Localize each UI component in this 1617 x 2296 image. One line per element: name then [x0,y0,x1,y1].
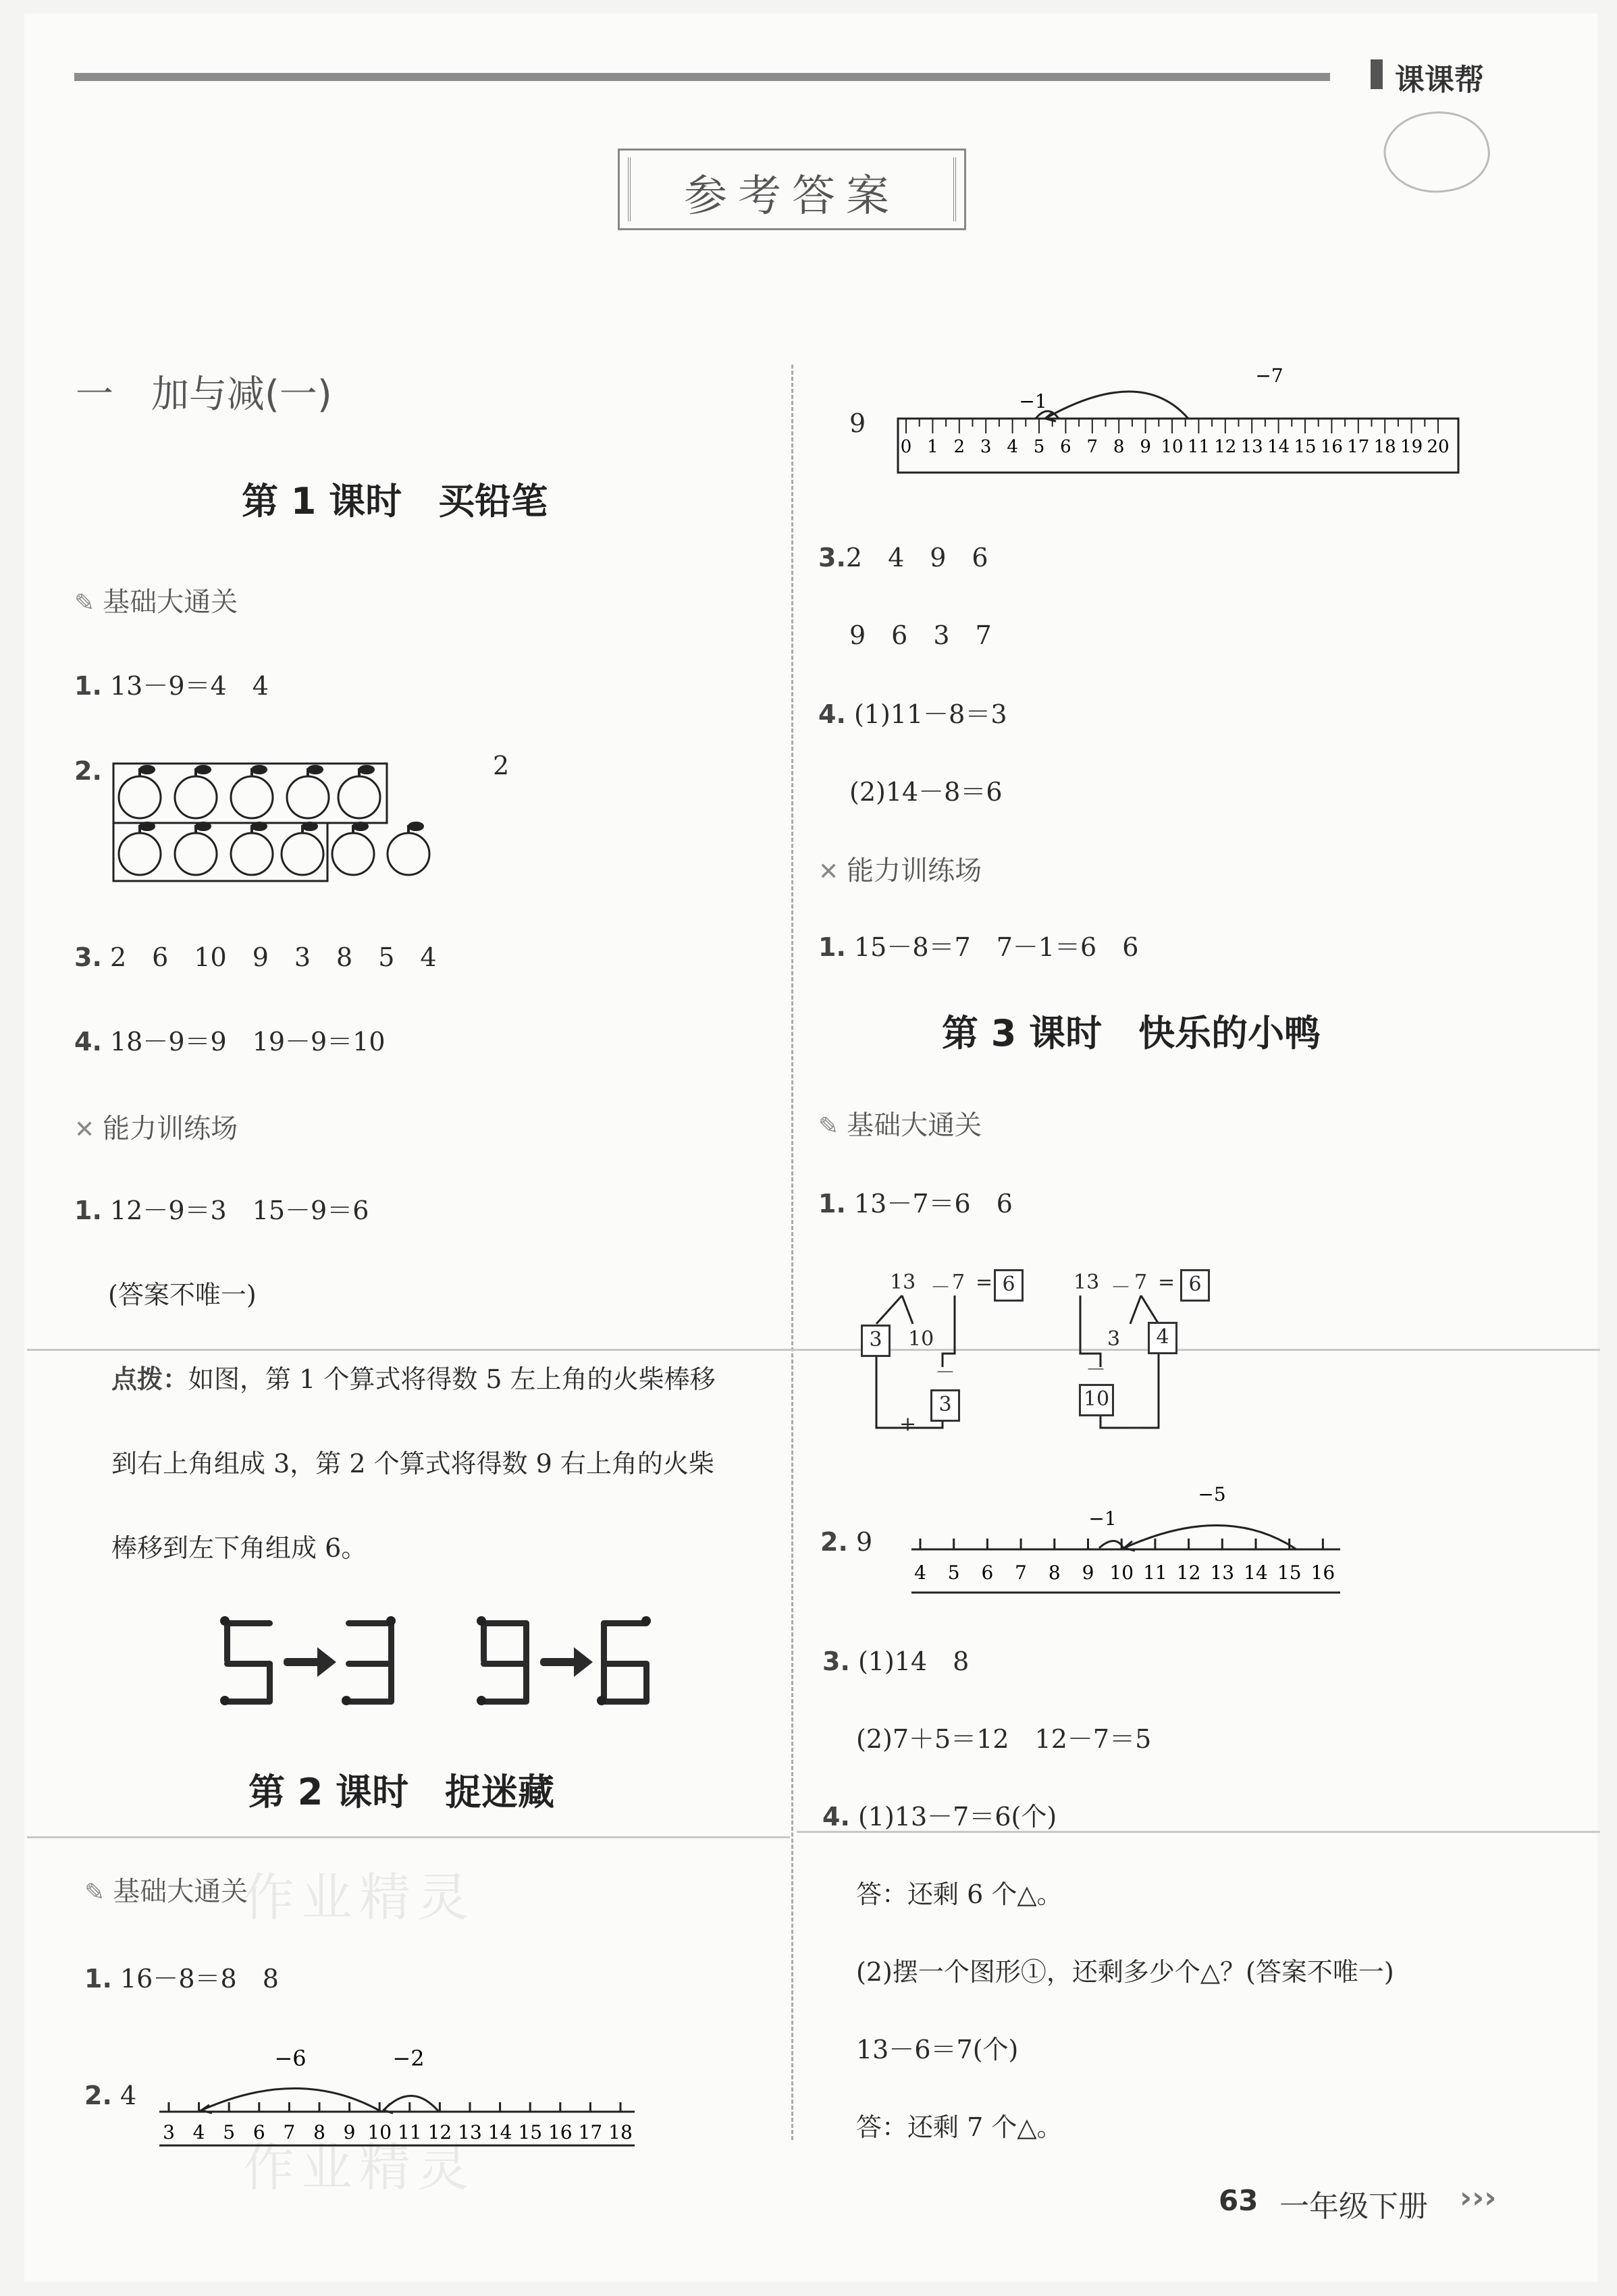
unit-title: 一 加与减(一) [76,373,332,417]
number-line-tick-label: 8 [313,2121,325,2143]
number-line-tick-label: 15 [518,2121,543,2143]
number-line-tick-label: 6 [253,2121,265,2143]
answer-line: 13－6＝7(个) [856,2035,1019,2064]
number-line-tick-label: 9 [343,2121,356,2143]
ruler-tick-label: 0 [900,437,912,457]
hop-label: −7 [1255,365,1283,387]
column-divider [791,365,793,2140]
ruler-tick-label: 13 [1240,437,1263,457]
answer-line: 4. 18－9＝9 19－9＝10 [74,1027,386,1057]
answer-line: 答：还剩 6 个△。 [856,1879,1063,1909]
grade-label: 一年级下册 [1279,2189,1428,2224]
ruler-tick-label: 17 [1347,437,1370,457]
hop-label: −1 [1019,390,1047,412]
ruler-tick-label: 6 [1060,437,1071,457]
hop-arc [383,2095,439,2112]
fold-line [27,1836,790,1838]
number-line-tick-label: 4 [192,2121,205,2143]
number-line-tick-label: 7 [1015,1561,1028,1584]
lesson-1-title: 第 1 课时 买铅笔 [242,480,548,523]
lesson-2-title: 第 2 课时 捉迷藏 [248,1771,555,1813]
next-arrows-icon: ››› [1460,2181,1497,2215]
answer-line: (2)7＋5＝12 12－7＝5 [856,1724,1152,1754]
number-line-tick-label: 8 [1048,1561,1061,1584]
result-box: 6 [994,1269,1024,1302]
number-line-tick-label: 14 [487,2121,512,2143]
brand-name: 课课帮 [1395,63,1484,97]
ruler-tick-label: 5 [1033,437,1045,457]
hop-arc [1124,1525,1296,1549]
ruler-tick-label: 20 [1427,437,1450,457]
section-ability: ✕ 能力训练场 [818,855,982,886]
tip-line: 棒移到左下角组成 6。 [111,1533,367,1563]
answer-value: 9 [849,408,866,438]
answer-line: 2. 4 [84,2081,137,2110]
answer-line: 3.2 4 9 6 [818,543,988,572]
ruler-tick-label: 15 [1294,437,1317,457]
hop-label: −5 [1198,1483,1226,1505]
number-line-tick-label: 5 [947,1561,960,1584]
tools-icon: ✕ [818,858,839,886]
tip-line: 点拨：如图，第 1 个算式将得数 5 左上角的火柴棒移 [111,1364,716,1394]
ruler-tick-label: 14 [1267,437,1290,457]
number-line-tick-label: 12 [427,2121,452,2143]
section-basic: ✎ 基础大通关 [74,587,238,618]
page-sheet [24,14,1597,2282]
ruler-tick-label: 12 [1214,437,1237,457]
answer-line: 9 6 3 7 [849,620,992,650]
number-line-tick-label: 5 [223,2121,236,2143]
answer-line: (2)14－8＝6 [849,777,1003,807]
number-line-tick-label: 13 [458,2121,482,2143]
page-number: 63 [1219,2184,1258,2217]
hop-label: −2 [392,2046,425,2071]
ruler-tick-label: 9 [1140,437,1151,457]
number-line-tick-label: 11 [397,2121,422,2143]
number-line-tick-label: 18 [608,2121,633,2143]
number-line-tick-label: 13 [1210,1561,1235,1584]
answer-line: 4. (1)11－8＝3 [818,699,1007,729]
number-line-tick-label: 15 [1277,1561,1302,1584]
answer-line: 1. 12－9＝3 15－9＝6 [74,1196,369,1225]
number-line-tick-label: 17 [578,2121,603,2143]
answer-line: 4. (1)13－7＝6(个) [822,1802,1057,1832]
number-line-tick-label: 10 [367,2121,392,2143]
pencil-icon: ✎ [74,589,95,617]
number-line-tick-label: 16 [548,2121,573,2143]
ruler-tick-label: 11 [1187,437,1210,457]
hop-label: −1 [1088,1507,1117,1530]
section-ability: ✕ 能力训练场 [74,1113,238,1144]
answer-line: 1. 13－9＝4 4 [74,671,269,701]
pencil-icon: ✎ [84,1879,105,1906]
sum-box: 3 [930,1389,960,1422]
answer-line: 3. 2 6 10 9 3 8 5 4 [74,942,437,972]
ruler [891,358,1472,486]
ruler-tick-label: 16 [1320,437,1343,457]
number-line-tick-label: 12 [1176,1561,1201,1584]
split-box: 3 [861,1325,891,1357]
tip-label: 点拨： [111,1364,189,1394]
ruler-tick-label: 3 [980,437,992,457]
number-line-tick-label: 4 [914,1561,926,1584]
number-line-left [155,2039,641,2154]
arrow-head [383,2104,393,2113]
hop-label: −6 [274,2046,307,2071]
ruler-tick-label: 10 [1161,437,1184,457]
brand-marker [1371,59,1383,89]
watermark: 作业精灵 [243,2137,475,2197]
pencil-icon: ✎ [818,1113,839,1140]
ruler-tick-label: 2 [953,437,965,457]
number-line-tick-label: 14 [1244,1561,1268,1584]
ruler-tick-label: 19 [1400,437,1423,457]
number-line-tick-label: 10 [1109,1561,1134,1584]
ruler-tick-label: 18 [1373,437,1396,457]
answer-line: 2. 9 [820,1527,873,1557]
tools-icon: ✕ [74,1116,95,1144]
number-line-tick-label: 3 [163,2121,175,2143]
answer-line: 答：还剩 7 个△。 [856,2112,1063,2142]
answer-line: 1. 15－8＝7 7－1＝6 6 [818,932,1139,962]
number-line-tick-label: 9 [1082,1561,1094,1584]
watermark: 作业精灵 [243,1867,475,1927]
split-box: 4 [1148,1322,1177,1354]
header-rule [74,73,1330,81]
number-line-tick-label: 6 [981,1561,994,1584]
hop-arc [1045,392,1188,419]
number-line-right [908,1482,1347,1597]
answer-note: (答案不唯一) [108,1280,257,1310]
lesson-3-title: 第 3 课时 快乐的小鸭 [942,1012,1321,1054]
diff-box: 10 [1079,1384,1114,1416]
hop-arc [1099,1541,1124,1549]
page-title: 参考答案 [684,171,900,221]
answer-line: 3. (1)14 8 [822,1647,970,1676]
number-line-tick-label: 11 [1143,1561,1167,1584]
fold-line [27,1349,1600,1351]
section-basic: ✎ 基础大通关 [84,1876,248,1907]
number-line-tick-label: 7 [283,2121,296,2143]
answer-line: (2)摆一个图形①，还剩多少个△？(答案不唯一) [856,1957,1394,1987]
ruler-tick-label: 8 [1113,437,1125,457]
answer-value: 2 [493,751,510,780]
ruler-tick-label: 4 [1007,437,1018,457]
question-number: 2. [74,756,102,786]
answer-title-box [618,149,966,230]
apple-diagram [108,759,446,895]
ruler-tick-label: 7 [1086,437,1098,457]
number-line-tick-label: 16 [1310,1561,1335,1584]
ruler-tick-label: 1 [927,437,938,457]
answer-line: 1. 13－7＝6 6 [818,1189,1013,1219]
tip-line: 到右上角组成 3，第 2 个算式将得数 9 右上角的火柴 [111,1449,714,1478]
answer-line: 1. 16－8＝8 8 [84,1964,279,1994]
result-box: 6 [1180,1269,1210,1302]
section-basic: ✎ 基础大通关 [818,1110,982,1141]
